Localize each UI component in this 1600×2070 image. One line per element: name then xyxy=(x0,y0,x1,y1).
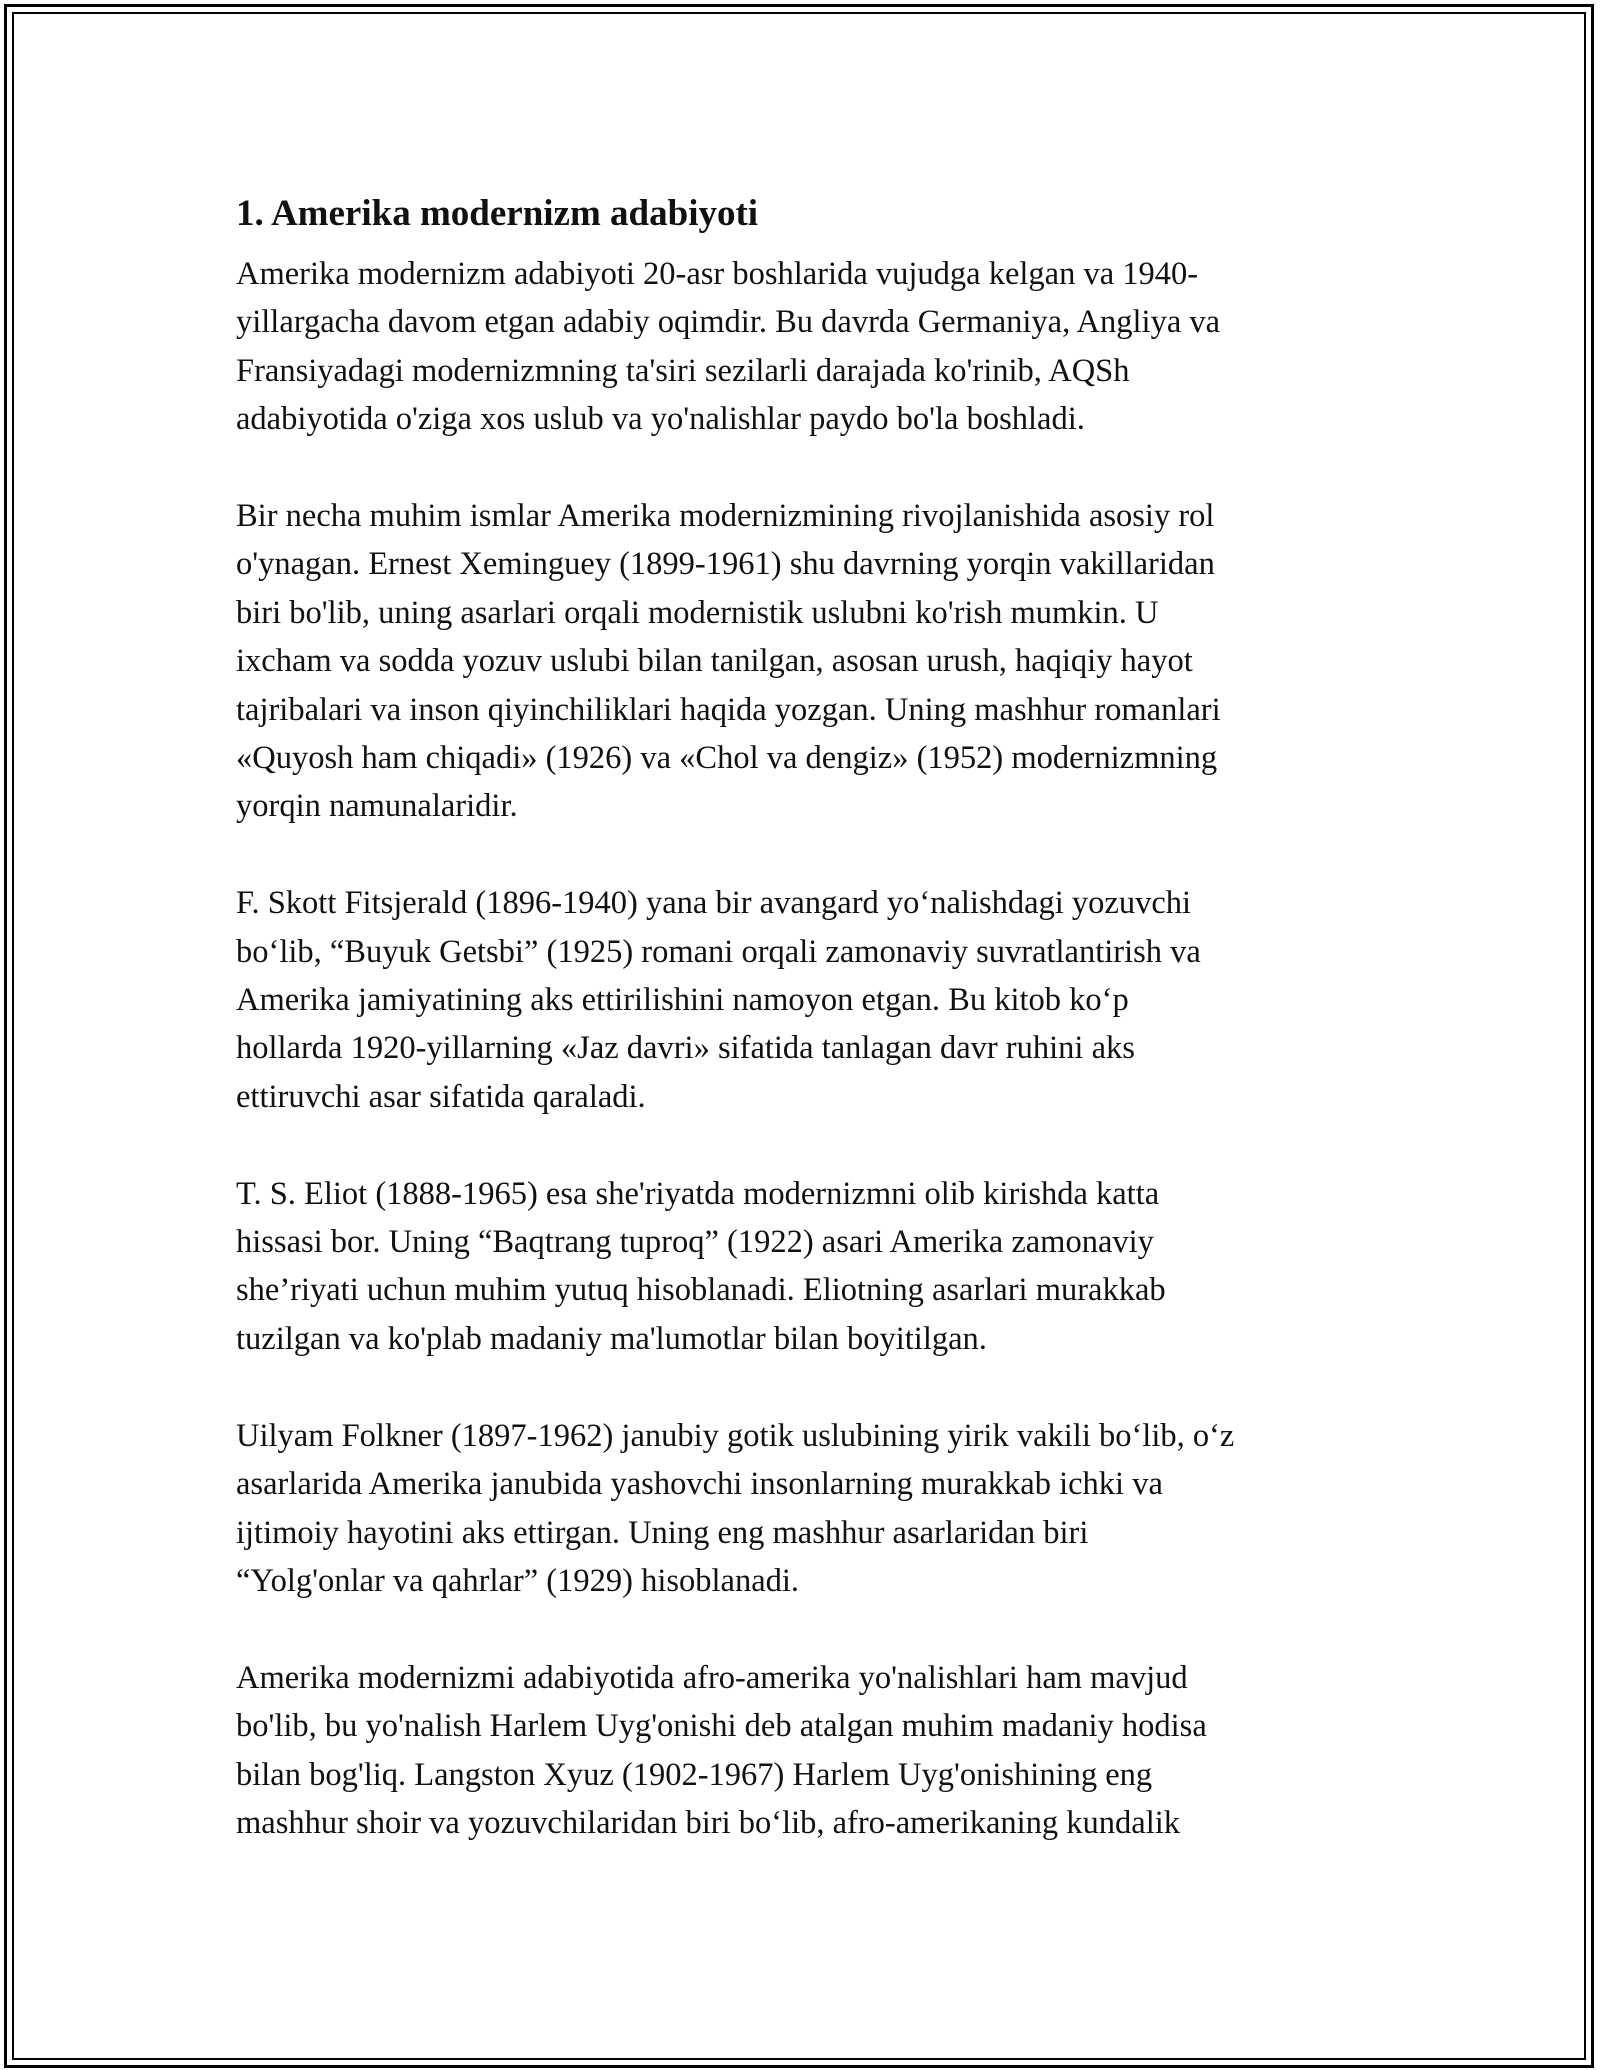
paragraph-eliot: T. S. Eliot (1888-1965) esa she'riyatda modernizmni olib kirishda katta hissasi bor. Uning “Baqtrang tuproq” (1922) asari Amerika zamonaviy she’riyati uchun muhim yutuq hisoblanadi. Eliotning asarlari murakkab tuzilgan va ko'plab madaniy ma'lumotlar bilan boyitilgan. xyxy=(236,1175,1166,1357)
document-body xyxy=(236,186,1366,1896)
paragraph-harlem: Amerika modernizmi adabiyotida afro-amerika yo'nalishlari ham mavjud bo'lib, bu yo'nalish Harlem Uyg'onishi deb atalgan muhim madaniy hodisa bilan bog'liq. Langston Xyuz (1902-1967) Harlem Uyg'onishining eng mashhur shoir va yozuvchilaridan biri bo‘lib, afro-amerikaning kundalik xyxy=(236,1659,1207,1841)
paragraph-fitzgerald: F. Skott Fitsjerald (1896-1940) yana bir avangard yo‘nalishdagi yozuvchi bo‘lib, “Buyuk Getsbi” (1925) romani orqali zamonaviy suvratlantirish va Amerika jamiyatining aks ettirilishini namoyon etgan. Bu kitob ko‘p hollarda 1920-yillarning «Jaz davri» sifatida tanlagan davr ruhini aks ettiruvchi asar sifatida qaraladi. xyxy=(236,885,1201,1115)
section-heading: 1. Amerika modernizm adabiyoti xyxy=(236,193,759,234)
paragraph-intro: Amerika modernizm adabiyoti 20-asr boshlarida vujudga kelgan va 1940- yillargacha davom etgan adabiy oqimdir. Bu davrda Germaniya, Angliya va Fransiyadagi modernizmning ta'siri sezilarli darajada ko'rinib, AQSh adabiyotida o'ziga xos uslub va yo'nalishlar paydo bo'la boshladi. xyxy=(236,256,1221,438)
paragraph-hemingway: Bir necha muhim ismlar Amerika modernizmining rivojlanishida asosiy rol o'ynagan. Ernest Xeminguey (1899-1961) shu davrning yorqin vakillaridan biri bo'lib, uning asarlari orqali modernistik uslubni ko'rish mumkin. U ixcham va sodda yozuv uslubi bilan tanilgan, asosan urush, haqiqiy hayot tajribalari va inson qiyinchiliklari haqida yozgan. Uning mashhur romanlari «Quyosh ham chiqadi» (1926) va «Chol va dengiz» (1952) modernizmning yorqin namunalaridir. xyxy=(236,498,1221,825)
paragraph-faulkner: Uilyam Folkner (1897-1962) janubiy gotik uslubining yirik vakili bo‘lib, o‘z asarlarida Amerika janubida yashovchi insonlarning murakkab ichki va ijtimoiy hayotini aks ettirgan. Uning eng mashhur asarlaridan biri “Yolg'onlar va qahrlar” (1929) hisoblanadi. xyxy=(236,1417,1235,1599)
